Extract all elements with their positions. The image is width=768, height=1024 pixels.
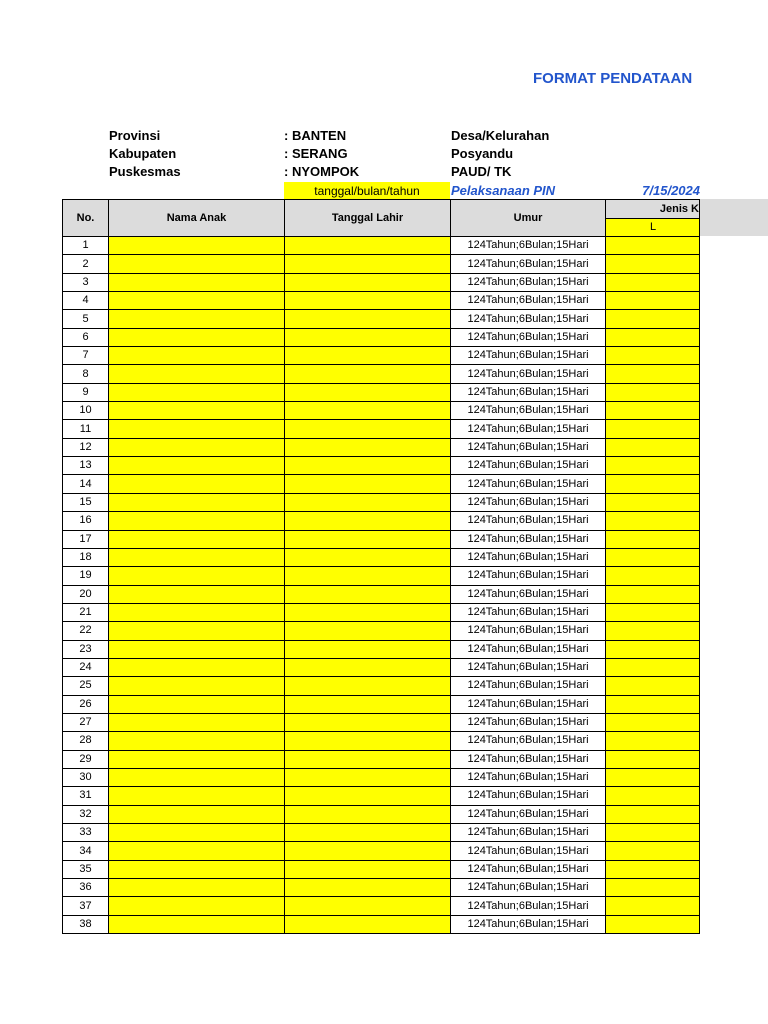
nama-anak-cell[interactable] <box>109 824 285 842</box>
jenis-kelamin-cell[interactable] <box>606 842 700 860</box>
umur-cell: 124Tahun;6Bulan;15Hari <box>451 402 606 420</box>
nama-anak-cell[interactable] <box>109 255 285 273</box>
tanggal-lahir-cell[interactable] <box>285 622 451 640</box>
table-row <box>63 530 700 548</box>
umur-cell: 124Tahun;6Bulan;15Hari <box>451 438 606 456</box>
row-no: 36 <box>63 879 109 897</box>
umur-cell: 124Tahun;6Bulan;15Hari <box>451 310 606 328</box>
umur-cell: 124Tahun;6Bulan;15Hari <box>451 292 606 310</box>
nama-anak-cell[interactable] <box>109 328 285 346</box>
tanggal-lahir-cell[interactable] <box>285 237 451 255</box>
table-row <box>63 603 700 621</box>
umur-cell: 124Tahun;6Bulan;15Hari <box>451 658 606 676</box>
row-no: 7 <box>63 347 109 365</box>
nama-anak-cell[interactable] <box>109 640 285 658</box>
row-no: 25 <box>63 677 109 695</box>
tanggal-lahir-cell[interactable] <box>285 879 451 897</box>
jenis-kelamin-cell[interactable] <box>606 292 700 310</box>
tanggal-lahir-cell[interactable] <box>285 768 451 786</box>
umur-cell: 124Tahun;6Bulan;15Hari <box>451 328 606 346</box>
page-title: FORMAT PENDATAAN <box>533 70 693 87</box>
table-row <box>63 347 700 365</box>
umur-cell: 124Tahun;6Bulan;15Hari <box>451 842 606 860</box>
table-row <box>63 860 700 878</box>
jenis-kelamin-cell[interactable] <box>606 255 700 273</box>
jenis-kelamin-cell[interactable] <box>606 585 700 603</box>
umur-cell: 124Tahun;6Bulan;15Hari <box>451 879 606 897</box>
nama-anak-cell[interactable] <box>109 603 285 621</box>
jenis-kelamin-cell[interactable] <box>606 658 700 676</box>
row-no: 3 <box>63 273 109 291</box>
jenis-kelamin-cell[interactable] <box>606 787 700 805</box>
tanggal-lahir-cell[interactable] <box>285 530 451 548</box>
tanggal-lahir-cell[interactable] <box>285 273 451 291</box>
value-kabupaten: : SERANG <box>284 146 348 161</box>
table-row <box>63 658 700 676</box>
row-no: 11 <box>63 420 109 438</box>
jenis-kelamin-cell[interactable] <box>606 438 700 456</box>
row-no: 20 <box>63 585 109 603</box>
table-row <box>63 713 700 731</box>
tanggal-lahir-cell[interactable] <box>285 475 451 493</box>
table-row <box>63 842 700 860</box>
table-row <box>63 732 700 750</box>
tanggal-lahir-cell[interactable] <box>285 402 451 420</box>
row-no: 24 <box>63 658 109 676</box>
tanggal-lahir-cell[interactable] <box>285 915 451 933</box>
nama-anak-cell[interactable] <box>109 732 285 750</box>
tanggal-lahir-cell[interactable] <box>285 255 451 273</box>
tanggal-lahir-cell[interactable] <box>285 493 451 511</box>
nama-anak-cell[interactable] <box>109 787 285 805</box>
table-row <box>63 879 700 897</box>
table-row <box>63 585 700 603</box>
nama-anak-cell[interactable] <box>109 897 285 915</box>
label-desa: Desa/Kelurahan <box>451 128 550 143</box>
jenis-kelamin-cell[interactable] <box>606 383 700 401</box>
jenis-kelamin-cell[interactable] <box>606 237 700 255</box>
tanggal-lahir-cell[interactable] <box>285 860 451 878</box>
label-provinsi: Provinsi <box>109 128 161 143</box>
label-puskesmas: Puskesmas <box>109 164 181 179</box>
row-no: 33 <box>63 824 109 842</box>
nama-anak-cell[interactable] <box>109 383 285 401</box>
col-header-tanggal: Tanggal Lahir <box>285 200 451 237</box>
tanggal-lahir-cell[interactable] <box>285 512 451 530</box>
nama-anak-cell[interactable] <box>109 420 285 438</box>
row-no: 8 <box>63 365 109 383</box>
nama-anak-cell[interactable] <box>109 273 285 291</box>
umur-cell: 124Tahun;6Bulan;15Hari <box>451 255 606 273</box>
jenis-kelamin-cell[interactable] <box>606 457 700 475</box>
row-no: 35 <box>63 860 109 878</box>
umur-cell: 124Tahun;6Bulan;15Hari <box>451 603 606 621</box>
row-no: 26 <box>63 695 109 713</box>
tanggal-lahir-cell[interactable] <box>285 658 451 676</box>
row-no: 4 <box>63 292 109 310</box>
umur-cell: 124Tahun;6Bulan;15Hari <box>451 750 606 768</box>
jenis-kelamin-cell[interactable] <box>606 493 700 511</box>
row-no: 16 <box>63 512 109 530</box>
jenis-kelamin-cell[interactable] <box>606 512 700 530</box>
tanggal-lahir-cell[interactable] <box>285 292 451 310</box>
tanggal-lahir-cell[interactable] <box>285 897 451 915</box>
data-table <box>62 199 700 934</box>
col-header-jenis-l: L <box>606 218 700 237</box>
row-no: 6 <box>63 328 109 346</box>
tanggal-lahir-cell[interactable] <box>285 365 451 383</box>
umur-cell: 124Tahun;6Bulan;15Hari <box>451 347 606 365</box>
table-row <box>63 640 700 658</box>
umur-cell: 124Tahun;6Bulan;15Hari <box>451 420 606 438</box>
col-header-umur: Umur <box>451 200 606 237</box>
tanggal-lahir-cell[interactable] <box>285 420 451 438</box>
row-no: 37 <box>63 897 109 915</box>
nama-anak-cell[interactable] <box>109 585 285 603</box>
tanggal-lahir-cell[interactable] <box>285 347 451 365</box>
nama-anak-cell[interactable] <box>109 567 285 585</box>
umur-cell: 124Tahun;6Bulan;15Hari <box>451 860 606 878</box>
nama-anak-cell[interactable] <box>109 805 285 823</box>
nama-anak-cell[interactable] <box>109 347 285 365</box>
jenis-kelamin-cell[interactable] <box>606 768 700 786</box>
umur-cell: 124Tahun;6Bulan;15Hari <box>451 493 606 511</box>
tanggal-lahir-cell[interactable] <box>285 310 451 328</box>
tanggal-lahir-cell[interactable] <box>285 750 451 768</box>
row-no: 10 <box>63 402 109 420</box>
row-no: 38 <box>63 915 109 933</box>
row-no: 19 <box>63 567 109 585</box>
tanggal-lahir-cell[interactable] <box>285 585 451 603</box>
table-row <box>63 768 700 786</box>
tanggal-lahir-cell[interactable] <box>285 383 451 401</box>
nama-anak-cell[interactable] <box>109 493 285 511</box>
tanggal-lahir-cell[interactable] <box>285 805 451 823</box>
umur-cell: 124Tahun;6Bulan;15Hari <box>451 512 606 530</box>
table-row <box>63 292 700 310</box>
pin-date: 7/15/2024 <box>642 183 700 198</box>
nama-anak-cell[interactable] <box>109 548 285 566</box>
umur-cell: 124Tahun;6Bulan;15Hari <box>451 805 606 823</box>
umur-cell: 124Tahun;6Bulan;15Hari <box>451 530 606 548</box>
jenis-kelamin-header-overflow <box>700 199 768 236</box>
pin-label: Pelaksanaan PIN <box>451 183 556 198</box>
umur-cell: 124Tahun;6Bulan;15Hari <box>451 640 606 658</box>
table-row <box>63 824 700 842</box>
row-no: 28 <box>63 732 109 750</box>
nama-anak-cell[interactable] <box>109 237 285 255</box>
row-no: 31 <box>63 787 109 805</box>
jenis-kelamin-cell[interactable] <box>606 328 700 346</box>
tanggal-lahir-cell[interactable] <box>285 824 451 842</box>
umur-cell: 124Tahun;6Bulan;15Hari <box>451 713 606 731</box>
umur-cell: 124Tahun;6Bulan;15Hari <box>451 915 606 933</box>
label-kabupaten: Kabupaten <box>109 146 177 161</box>
tanggal-lahir-cell[interactable] <box>285 695 451 713</box>
nama-anak-cell[interactable] <box>109 677 285 695</box>
jenis-kelamin-cell[interactable] <box>606 548 700 566</box>
nama-anak-cell[interactable] <box>109 915 285 933</box>
row-no: 21 <box>63 603 109 621</box>
row-no: 14 <box>63 475 109 493</box>
jenis-kelamin-cell[interactable] <box>606 824 700 842</box>
umur-cell: 124Tahun;6Bulan;15Hari <box>451 273 606 291</box>
nama-anak-cell[interactable] <box>109 695 285 713</box>
row-no: 22 <box>63 622 109 640</box>
nama-anak-cell[interactable] <box>109 438 285 456</box>
col-header-no: No. <box>63 200 109 237</box>
table-row <box>63 548 700 566</box>
nama-anak-cell[interactable] <box>109 365 285 383</box>
nama-anak-cell[interactable] <box>109 750 285 768</box>
jenis-kelamin-cell[interactable] <box>606 879 700 897</box>
row-no: 18 <box>63 548 109 566</box>
tanggal-lahir-cell[interactable] <box>285 328 451 346</box>
tanggal-lahir-cell[interactable] <box>285 640 451 658</box>
umur-cell: 124Tahun;6Bulan;15Hari <box>451 237 606 255</box>
nama-anak-cell[interactable] <box>109 530 285 548</box>
row-no: 12 <box>63 438 109 456</box>
table-row <box>63 677 700 695</box>
jenis-kelamin-cell[interactable] <box>606 732 700 750</box>
nama-anak-cell[interactable] <box>109 860 285 878</box>
table-row <box>63 787 700 805</box>
table-row <box>63 402 700 420</box>
jenis-kelamin-cell[interactable] <box>606 713 700 731</box>
jenis-kelamin-cell[interactable] <box>606 420 700 438</box>
tanggal-lahir-cell[interactable] <box>285 603 451 621</box>
table-row <box>63 622 700 640</box>
table-row <box>63 750 700 768</box>
jenis-kelamin-cell[interactable] <box>606 567 700 585</box>
umur-cell: 124Tahun;6Bulan;15Hari <box>451 585 606 603</box>
label-posyandu: Posyandu <box>451 146 514 161</box>
table-row <box>63 273 700 291</box>
jenis-kelamin-cell[interactable] <box>606 603 700 621</box>
table-row <box>63 805 700 823</box>
nama-anak-cell[interactable] <box>109 310 285 328</box>
umur-cell: 124Tahun;6Bulan;15Hari <box>451 732 606 750</box>
table-row <box>63 383 700 401</box>
table-row <box>63 328 700 346</box>
jenis-kelamin-cell[interactable] <box>606 860 700 878</box>
jenis-kelamin-cell[interactable] <box>606 273 700 291</box>
nama-anak-cell[interactable] <box>109 658 285 676</box>
row-no: 27 <box>63 713 109 731</box>
jenis-kelamin-cell[interactable] <box>606 915 700 933</box>
jenis-kelamin-cell[interactable] <box>606 530 700 548</box>
tanggal-lahir-cell[interactable] <box>285 548 451 566</box>
nama-anak-cell[interactable] <box>109 292 285 310</box>
table-row <box>63 237 700 255</box>
umur-cell: 124Tahun;6Bulan;15Hari <box>451 824 606 842</box>
umur-cell: 124Tahun;6Bulan;15Hari <box>451 677 606 695</box>
row-no: 13 <box>63 457 109 475</box>
umur-cell: 124Tahun;6Bulan;15Hari <box>451 457 606 475</box>
jenis-kelamin-cell[interactable] <box>606 347 700 365</box>
umur-cell: 124Tahun;6Bulan;15Hari <box>451 548 606 566</box>
umur-cell: 124Tahun;6Bulan;15Hari <box>451 768 606 786</box>
row-no: 23 <box>63 640 109 658</box>
tanggal-lahir-cell[interactable] <box>285 842 451 860</box>
table-row <box>63 567 700 585</box>
jenis-kelamin-cell[interactable] <box>606 805 700 823</box>
jenis-kelamin-cell[interactable] <box>606 677 700 695</box>
tanggal-lahir-cell[interactable] <box>285 713 451 731</box>
jenis-kelamin-cell[interactable] <box>606 310 700 328</box>
umur-cell: 124Tahun;6Bulan;15Hari <box>451 365 606 383</box>
table-row <box>63 512 700 530</box>
tanggal-lahir-cell[interactable] <box>285 567 451 585</box>
row-no: 32 <box>63 805 109 823</box>
nama-anak-cell[interactable] <box>109 842 285 860</box>
table-row <box>63 438 700 456</box>
value-puskesmas: : NYOMPOK <box>284 164 360 179</box>
tanggal-lahir-cell[interactable] <box>285 787 451 805</box>
row-no: 9 <box>63 383 109 401</box>
table-row <box>63 457 700 475</box>
value-provinsi: : BANTEN <box>284 128 347 143</box>
nama-anak-cell[interactable] <box>109 402 285 420</box>
row-no: 29 <box>63 750 109 768</box>
col-header-nama: Nama Anak <box>109 200 285 237</box>
table-row <box>63 420 700 438</box>
date-format-hint: tanggal/bulan/tahun <box>284 182 450 200</box>
umur-cell: 124Tahun;6Bulan;15Hari <box>451 897 606 915</box>
table-row <box>63 695 700 713</box>
nama-anak-cell[interactable] <box>109 512 285 530</box>
umur-cell: 124Tahun;6Bulan;15Hari <box>451 567 606 585</box>
jenis-kelamin-cell[interactable] <box>606 622 700 640</box>
nama-anak-cell[interactable] <box>109 713 285 731</box>
umur-cell: 124Tahun;6Bulan;15Hari <box>451 787 606 805</box>
nama-anak-cell[interactable] <box>109 768 285 786</box>
row-no: 1 <box>63 237 109 255</box>
tanggal-lahir-cell[interactable] <box>285 457 451 475</box>
jenis-kelamin-cell[interactable] <box>606 750 700 768</box>
tanggal-lahir-cell[interactable] <box>285 677 451 695</box>
row-no: 15 <box>63 493 109 511</box>
tanggal-lahir-cell[interactable] <box>285 438 451 456</box>
nama-anak-cell[interactable] <box>109 879 285 897</box>
umur-cell: 124Tahun;6Bulan;15Hari <box>451 695 606 713</box>
table-body <box>63 237 700 934</box>
jenis-kelamin-cell[interactable] <box>606 640 700 658</box>
row-no: 34 <box>63 842 109 860</box>
row-no: 2 <box>63 255 109 273</box>
table-row <box>63 915 700 933</box>
table-row <box>63 897 700 915</box>
label-paud: PAUD/ TK <box>451 164 512 179</box>
row-no: 17 <box>63 530 109 548</box>
table-row <box>63 365 700 383</box>
table-row <box>63 310 700 328</box>
row-no: 5 <box>63 310 109 328</box>
tanggal-lahir-cell[interactable] <box>285 732 451 750</box>
table-row <box>63 475 700 493</box>
col-header-jenis: Jenis K <box>606 200 700 219</box>
jenis-kelamin-cell[interactable] <box>606 475 700 493</box>
jenis-kelamin-cell[interactable] <box>606 897 700 915</box>
row-no: 30 <box>63 768 109 786</box>
umur-cell: 124Tahun;6Bulan;15Hari <box>451 622 606 640</box>
table-row <box>63 493 700 511</box>
nama-anak-cell[interactable] <box>109 457 285 475</box>
umur-cell: 124Tahun;6Bulan;15Hari <box>451 475 606 493</box>
jenis-kelamin-cell[interactable] <box>606 695 700 713</box>
jenis-kelamin-cell[interactable] <box>606 365 700 383</box>
nama-anak-cell[interactable] <box>109 622 285 640</box>
jenis-kelamin-cell[interactable] <box>606 402 700 420</box>
table-row <box>63 255 700 273</box>
umur-cell: 124Tahun;6Bulan;15Hari <box>451 383 606 401</box>
nama-anak-cell[interactable] <box>109 475 285 493</box>
